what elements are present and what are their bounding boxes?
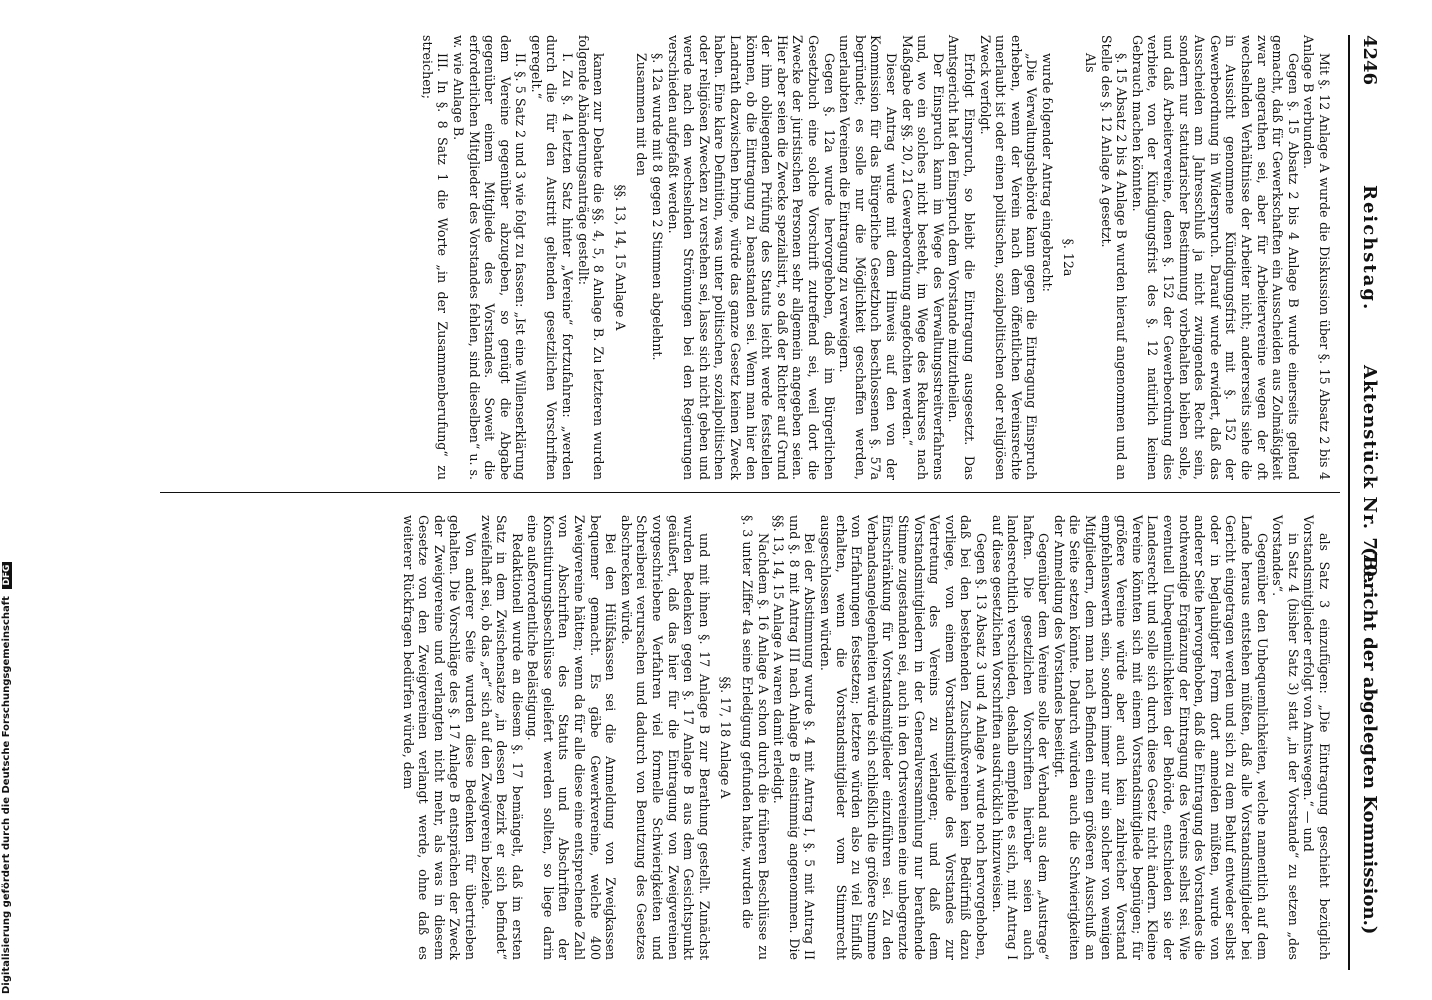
- paragraph: Als: [1083, 53, 1099, 73]
- paragraph: III. In §. 8 Satz 1 die Worte „in der Zusammenberufung“ zu streichen;: [419, 35, 451, 480]
- paragraph: Redaktionell wurde an diesem §. 17 bemängelt, daß im ersten Satz in dem Zwischensatze „in dessen Bezirk er sich befindet“ zweifelhaft sei, ob das „er“ sich auf den Zweigverein beziehe.: [478, 515, 525, 960]
- publication-title: Reichstag.: [1359, 185, 1380, 312]
- paragraph: I. Zu §. 4 letzten Satz hinter „Vereine“ fortzufahren: „werden durch die für den Austritt geltenden gesetzlichen Vorschriften geregelt.“: [528, 35, 576, 480]
- left-column: [152, 35, 1332, 480]
- dfg-logo: DFG: [2, 562, 12, 589]
- paragraph: Bei den Hülfskassen sei die Anmeldung von Zweigkassen bequemer gemacht. Es gäbe Gewerkvereine, welche 400 Zweigvereine hätten; wenn da für alle diese eine entsprechende Zahl von Abschriften des Statuts und Abschriften der Konstituirungsbeschlüsse geliefert werden sollten, so liege darin eine außerordentliche Belästigung.: [525, 515, 619, 960]
- paragraph: Gegen §. 13 Absatz 3 und 4 Anlage A wurde noch hervorgehoben, daß bei den bestehenden Zuschußvereinen kein Bedürfniß dazu vorliege, von einem Vorstandsmitgliede des Vorstandes zur Vertretung des Vereins zu verlangen; und daß dem Vorstandsmitgliedern in der Generalversammlung nur berathende Stimme zugestanden sei, auch in den Ortsvereinen eine unbegrenzte Einschränkung für Vorstandsmitglieder einzuführen sei. Zu den Verbandsangelegenheiten würde sich schließlich die größere Summe von Erfahrungen festsetzen; letztere würden also zu viel Einfluß erhalten, wenn die Vorstandsmitglieder vom Stimmrecht ausgeschlossen würden.: [818, 515, 989, 960]
- section-heading: §§. 13, 14, 15 Anlage A: [612, 184, 628, 331]
- header-rule: [1348, 35, 1350, 970]
- section-heading: §§. 17, 18 Anlage A: [718, 676, 734, 799]
- digitization-credit: [1, 562, 12, 994]
- column-divider: [160, 492, 1340, 493]
- paragraph: §. 12a wurde mit 8 gegen 2 Stimmen abgelehnt.: [650, 53, 666, 361]
- page-header: [1350, 35, 1380, 970]
- credit-text: Digitalisierung gefördert durch die Deutsche Forschungsgemeinschaft: [1, 596, 12, 994]
- paragraph: Nachdem §. 16 Anlage A schon durch die früheren Beschlüsse zu §. 3 unter Ziffer 4a seine Erledigung gefunden hatte, wurden die: [740, 515, 771, 960]
- paragraph: Erfolgt Einspruch, so bleibt die Eintragung ausgesetzt. Das Amtsgericht hat den Einspruch dem Vorstande mitzutheilen.: [946, 35, 977, 480]
- paragraph: in Satz 4 (bisher Satz 3) statt „in der Vorstande“ zu setzen „des Vorstandes“.: [1270, 515, 1301, 960]
- paragraph: Gegenüber dem Vereine solle der Verband aus dem „Austrage“ haften. Die gesetzlichen Vorschriften hierüber seien auch landesrechtlich verschieden, deshalb empfehle es sich, mit Antrag I auf diese gesetzlichen Vorschriften ausdrücklich hinzuweisen.: [989, 515, 1052, 960]
- issue-label: Aktenstück Nr. 770.: [1359, 365, 1380, 586]
- paragraph: II. §. 5 Satz 2 und 3 wie folgt zu fassen: „Ist eine Willenserklärung dem Vereine gegenüber abzugeben, so genügt die Abgabe gegenüber einem Mitgliede des Vorstandes. Soweit die erforderlichen Mitglieder des Vorstandes fehlen, sind dieselben“ u. s. w. wie Anlage B.: [450, 35, 529, 480]
- paragraph: „Die Verwaltungsbehörde kann gegen die Eintragung Einspruch erheben, wenn der Verein nach dem öffentlichen Vereinsrechte unerlaubt ist oder einen politischen, sozialpolitischen oder religiösen Zweck verfolgt.: [977, 35, 1040, 480]
- paragraph: Mit §. 12 Anlage A wurde die Diskussion über §. 15 Absatz 2 bis 4 Anlage B verbunden.: [1301, 35, 1332, 480]
- paragraph: Von anderer Seite wurden diese Bedenken für übertrieben gehalten. Die Vorschläge des §. 17 Anlage B entsprächen der Zweck der Zweigvereine und verlangten nicht mehr, als was in diesem Gesetze von den Zweigvereinen verlangt werde, ohne daß es weiterer Rückfragen bedürfen würde, dem: [400, 515, 478, 960]
- paragraph: als Satz 3 einzufügen: „Die Eintragung geschieht bezüglich Vorstandsmitglieder erfolgt von Amtswegen.“ — und: [1301, 515, 1332, 960]
- paragraph: Zusammen mit den: [634, 53, 650, 176]
- paragraph: Dieser Antrag wurde mit dem Hinweis auf den von der Kommission für das Bürgerliche Gesetzbuch beschlossenen §. 57a begründet; es solle nur die Möglichkeit geschaffen werden, unerlaubten Vereinen die Eintragung zu verweigern.: [837, 35, 899, 480]
- paragraph: und mit ihnen §. 17 Anlage B zur Berathung gestellt. Zunächst wurden Bedenken gegen §. 17 Anlage B aus dem Gesichtspunkt geäußert, daß das hier für die Eintragung von Zweigvereinen vorgeschriebene Verfahren viel formelle Schwierigkeiten und Schreiberei verursachen und dadurch von Benutzung des Gesetzes abschrecken würde.: [618, 515, 712, 960]
- paragraph: Gegen §. 15 Absatz 2 bis 4 Anlage B wurde einerseits geltend gemacht, daß für Gewerkschaften ein Ausscheiden aus Zolmäßigkeit zwar angerathen sei, aber für Arbeitervereine wegen der oft wechselnden Verhältnisse der Arbeiter nicht; andererseits siehe die in Aussicht genommene Kündigungsfrist mit §. 152 der Gewerbeordnung in Widerspruch. Darauf wurde erwidert, daß das Ausscheiden am Jahresschluß ja nicht zwingendes Recht sein, sondern nur statutarischer Bestimmung vorbehalten bleiben solle, und daß Arbeitervereine, denen §. 152 der Gewerbeordnung dies verbiete, von der Kündigungsfrist des §. 12 natürlich keinen Gebrauch machen könnten.: [1129, 35, 1301, 480]
- paragraph: Gegen §. 12a wurde hervorgehoben, daß im Bürgerlichen Gesetzbuch eine solche Vorschrift zutreffend sei, weil dort die Zwecke der juristischen Personen sehr allgemein angegeben seien. Hier aber seien die Zwecke spezialisirt, so daß der Richter auf Grund der ihm obliegenden Prüfung des Statuts leicht werde feststellen können, ob die Eintragung zu beanstanden sei. Wenn man hier den Landrath dazwischen bringe, würde das ganze Gesetz keinen Zweck haben. Eine klare Definition, was unter politischen, sozialpolitischen oder religiösen Zwecken zu verstehen sei, lasse sich nicht geben und werde nach den wechselnden Strömungen bei den Regierungen verschieden aufgefaßt werden.: [665, 35, 837, 480]
- page-number: 4246: [1359, 35, 1380, 86]
- section-heading: §. 12a: [1061, 238, 1077, 277]
- paragraph: Bei der Abstimmung wurde §. 4 mit Antrag I, §. 5 mit Antrag II und §. 8 mit Antrag III nach Anlage B einstimmig angenommen. Die §§. 13, 14, 15 Anlage A waren damit erledigt.: [771, 515, 818, 960]
- right-column: [152, 515, 1332, 960]
- paragraph: Gegenüber den Unbequemlichkeiten, welche namentlich auf dem Lande heraus entstehen müßten, daß alle Vorstandsmitglieder bei Gericht eingetragen werden und sich zu dem Behuf entweder selbst oder in beglaubigter Form dort anmelden müßten, wurde von anderer Seite hervorgehoben, daß die Eintragung des Vorstandes die nothwendige Ergänzung der Eintragung des Vereins selbst sei. Wie eventuell Unbequemlichkeiten der Behörde, entschieden sie der Landesrecht und solle sich durch diese Gesetz nicht ändern. Kleine Vereine könnten sich mit einem Vorstandsmitgliede begnügen; für größere Vereine würde aber auch kein zahlreicher Vorstand empfehlenswerth sein, sondern immer nur ein solcher von wenigen Mitgliedern, dem man nach Befinden einen größeren Ausschuß an die Seite setzen könnte. Dadurch würden auch die Schwierigkeiten der Anmeldung des Vorstandes beseitigt.: [1051, 515, 1270, 960]
- paragraph: Der Einspruch kann im Wege des Verwaltungsstreitverfahrens und, wo ein solches nicht besteht, im Wege des Rekurses nach Maßgabe der §§. 20, 21 Gewerbeordnung angefochten werden.“: [899, 35, 946, 480]
- paragraph: kamen zur Debatte die §§. 4, 5, 8 Anlage B. Zu letzteren wurden folgende Abänderungsanträge gestellt:: [575, 35, 607, 480]
- paragraph: §. 15 Absatz 2 bis 4 Anlage B wurden hierauf angenommen und an Stelle des §. 12 Anlage A gesetzt.: [1098, 35, 1130, 480]
- paragraph: wurde folgender Antrag eingebracht:: [1039, 53, 1055, 292]
- report-label: (Bericht der abgelegten Kommission.): [1359, 547, 1380, 935]
